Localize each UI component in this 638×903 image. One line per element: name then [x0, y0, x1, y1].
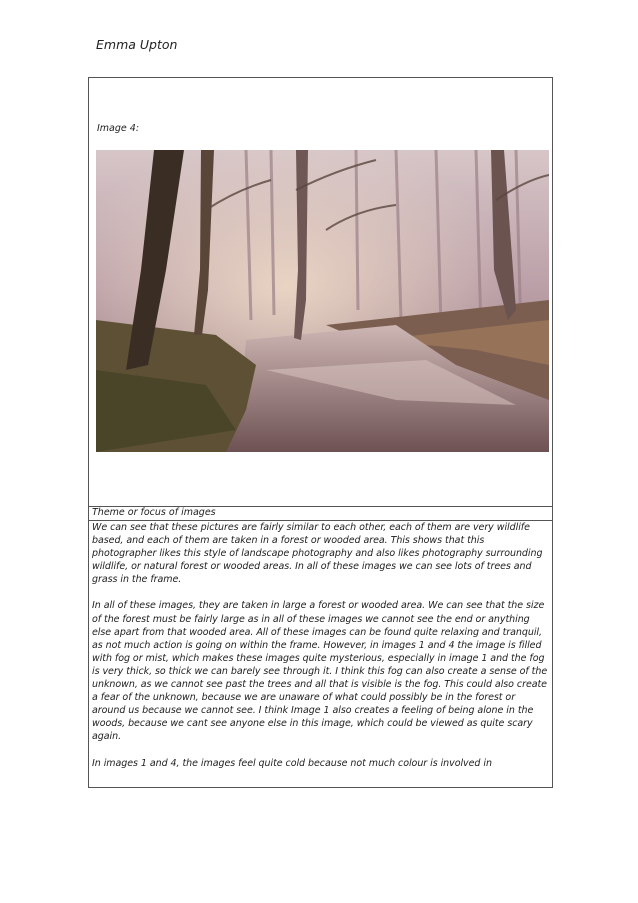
- paragraph: In all of these images, they are taken in large a forest or wooded area. We can see that the size of the forest must be fairly large as in all of these images we cannot see the end or anything else apart from that wooded area. All of these images can be found quite relaxing and tranquil, as not much action is going on within the frame. However, in images 1 and 4 the image is filled with fog or mist, which makes these images quite mysterious, especially in image 1 and the fog is very thick, so thick we can barely see through it. I think this fog can also create a sense of the unknown, as we cannot see past the trees and all that is visible is the fog. This could also create a fear of the unknown, because we are unaware of what could possibly be in the forest or around us because we cannot see. I think Image 1 also creates a feeling of being alone in the woods, because we cant see anyone else in this image, which could be viewed as quite scary again.: [92, 600, 548, 743]
- paragraph: We can see that these pictures are fairly similar to each other, each of them are very wildlife based, and each of them are taken in a forest or wooded area. This shows that this photographer likes this style of landscape photography and also likes photography surrounding wildlife, or natural forest or wooded areas. In all of these images we can see lots of trees and grass in the frame.: [92, 522, 543, 586]
- theme-heading-row: [89, 506, 552, 521]
- content-table: [88, 77, 553, 788]
- forest-river-photo: [96, 150, 549, 452]
- paragraph: In images 1 and 4, the images feel quite cold because not much colour is involved in: [92, 757, 492, 769]
- image-label: Image 4:: [97, 123, 140, 134]
- author-name: Emma Upton: [96, 37, 178, 52]
- theme-body: [92, 521, 550, 783]
- theme-heading: Theme or focus of images: [92, 507, 216, 518]
